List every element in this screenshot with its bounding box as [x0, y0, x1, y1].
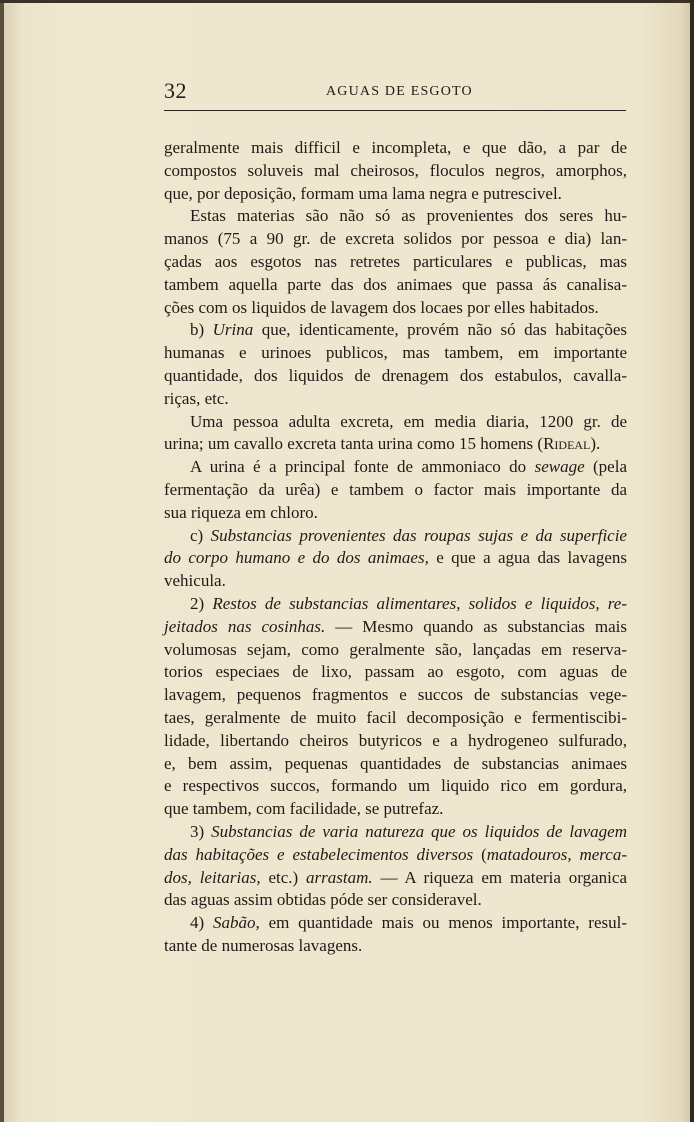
text-run: c) [190, 525, 211, 545]
text-run: e que a agua das lavagens [428, 548, 627, 568]
text-line: vehicula. [164, 571, 226, 591]
text-run: urina; um cavallo excreta tanta urina como 15 homens ( [164, 434, 544, 454]
text-run-italic: matadouros, merca- [486, 844, 627, 864]
text-run-italic: Substancias de varia natureza que os liquidos de lavagem [211, 821, 627, 841]
text-line [164, 616, 627, 639]
text-line: Uma pessoa adulta excreta, em media diaria, 1200 gr. de [190, 411, 627, 431]
text-run: etc.) [260, 867, 307, 887]
text-line: e respectivos succos, formando um liquido rico em gordura, [164, 776, 627, 796]
text-line [164, 912, 627, 935]
right-edge [690, 0, 694, 1122]
text-line: humanas e urinoes publicos, mas tambem, em importante [164, 343, 627, 363]
text-line: çadas aos esgotos nas retretes particulares e publicas, mas [164, 251, 627, 271]
text-run: b) [190, 320, 213, 340]
text-run-smallcaps: Rideal [543, 434, 591, 454]
text-run: em quantidade mais ou menos importante, resul- [259, 913, 627, 933]
text-line: que tambem, com facilidade, se putrefaz. [164, 799, 444, 819]
text-run-italic: arrastam. [306, 867, 373, 887]
text-line: compostos soluveis mal cheirosos, floculos negros, amorphos, [164, 160, 627, 180]
text-run-italic: das habitações e estabelecimentos diversos [164, 844, 474, 864]
header-rule [164, 110, 626, 111]
text-line: sua riqueza em chloro. [164, 502, 318, 522]
text-run: A urina é a principal fonte de ammoniaco do [190, 457, 535, 477]
text-line: manos (75 a 90 gr. de excreta solidos por pessoa e dia) lan- [164, 229, 627, 249]
text-run-italic: do corpo humano e do dos animaes, [164, 548, 429, 568]
page-number: 32 [164, 78, 187, 103]
text-run: ). [590, 434, 601, 454]
text-run-italic: Sabão, [213, 913, 260, 933]
text-run: 4) [190, 913, 213, 933]
text-line: lavagem, pequenos fragmentos e succos de substancias vege- [164, 685, 627, 705]
text-line [164, 593, 627, 616]
text-line: tante de numerosas lavagens. [164, 935, 363, 955]
text-line: Estas materias são não só as provenientes dos seres hu- [190, 206, 627, 226]
body-text [164, 137, 627, 958]
text-run-italic: dos, leitarias, [164, 867, 261, 887]
text-line: ções com os liquidos de lavagem dos locaes por elles habitados. [164, 297, 599, 317]
text-line: tambem aquella parte das dos animaes que passa ás canalisa- [164, 274, 627, 294]
text-line [164, 456, 627, 479]
text-line [164, 525, 627, 548]
text-run-italic: jeitados nas cosinhas. [164, 616, 326, 636]
running-title: AGUAS DE ESGOTO [326, 84, 473, 99]
text-line [164, 547, 627, 570]
text-line [164, 319, 627, 342]
text-line: lidade, libertando cheiros butyricos e a hydrogeneo sulfurado, [164, 730, 627, 750]
page-header [164, 78, 626, 108]
text-line: e, bem assim, pequenas quantidades de substancias animaes [164, 753, 627, 773]
text-run: (pela [584, 457, 627, 477]
text-line [164, 821, 627, 844]
text-line [164, 844, 627, 867]
text-line: que, por deposição, formam uma lama negra e putrescivel. [164, 183, 562, 203]
text-line: quantidade, dos liquidos de drenagem dos estabulos, cavalla- [164, 365, 627, 385]
text-run-italic: Urina [212, 320, 254, 340]
binding-edge [0, 0, 4, 1122]
text-line: torios especiaes de lixo, passam ao esgoto, com aguas de [164, 662, 627, 682]
text-run: 3) [190, 821, 212, 841]
text-run-italic: Restos de substancias alimentares, solidos e liquidos, re- [212, 593, 628, 613]
text-line: volumosas sejam, como geralmente são, lançadas em reserva- [164, 639, 627, 659]
text-run: que, identicamente, provém não só das habitações [253, 320, 627, 340]
text-run: — Mesmo quando as substancias mais [325, 616, 627, 636]
top-edge [0, 0, 694, 3]
text-line: das aguas assim obtidas póde ser consideravel. [164, 890, 482, 910]
text-run: — A riqueza em materia organica [372, 867, 627, 887]
text-line: fermentação da urêa) e tambem o factor mais importante da [164, 479, 627, 499]
text-line: taes, geralmente de muito facil decomposição e fermentiscibi- [164, 707, 627, 727]
text-run-italic: sewage [534, 457, 585, 477]
text-line [164, 867, 627, 890]
text-run-italic: Substancias provenientes das roupas sujas e da superficie [210, 525, 627, 545]
text-line: riças, etc. [164, 388, 229, 408]
text-line: geralmente mais difficil e incompleta, e que dão, a par de [164, 138, 627, 157]
text-run: 2) [190, 593, 213, 613]
text-run: ( [473, 844, 487, 864]
text-line [164, 433, 627, 456]
